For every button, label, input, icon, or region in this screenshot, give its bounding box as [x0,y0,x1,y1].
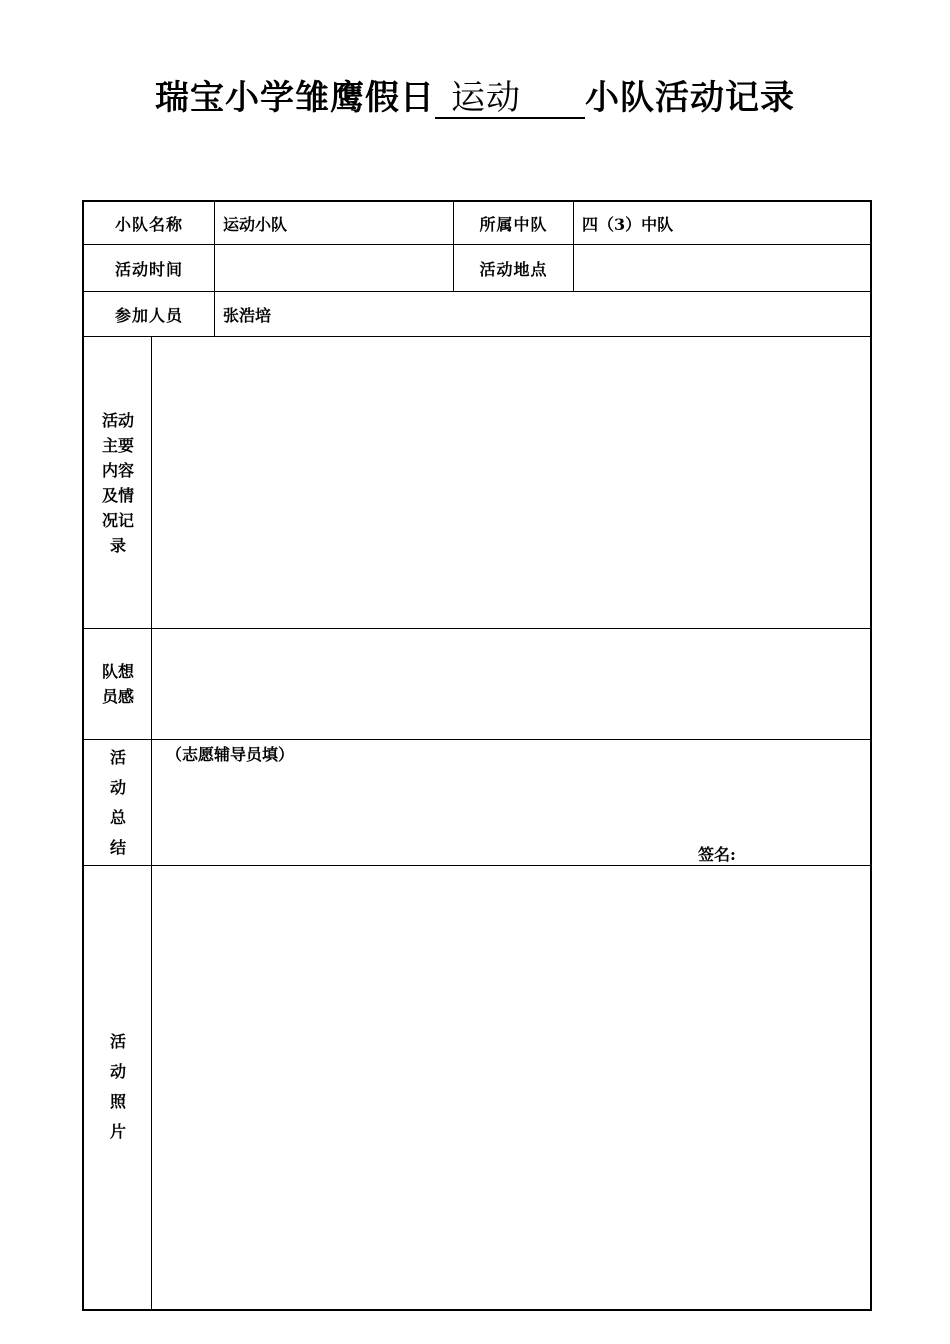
participants-field[interactable]: 张浩培 [223,305,272,325]
activity-time-field[interactable] [215,245,453,291]
content-label-cell [84,337,152,628]
content-field[interactable] [153,337,872,628]
photos-field[interactable] [153,866,872,1311]
team-name-field[interactable]: 运动小队 [223,214,288,234]
activity-location-field[interactable] [574,245,872,291]
activity-record-form [82,200,872,1311]
content-label: 活动主要内容及情况记录 [101,410,134,555]
title-team-name[interactable]: 运动 [435,79,585,119]
feelings-label-cell [84,629,152,739]
feelings-field[interactable] [153,629,872,739]
title-suffix: 小队活动记录 [585,78,795,118]
title-prefix: 瑞宝小学雏鹰假日 [155,78,435,118]
photos-label: 活动照片 [109,1032,126,1141]
feelings-label: 队想员感 [101,662,134,706]
activity-location-label: 活动地点 [479,259,548,279]
signature-label: 签名: [698,845,736,864]
page-title [0,70,950,119]
summary-label-cell [84,740,152,865]
photos-label-cell [84,982,152,1192]
team-name-label: 小队名称 [114,214,183,234]
summary-note: （志愿辅导员填） [166,745,295,764]
participants-label: 参加人员 [114,305,183,325]
squadron-label: 所属中队 [479,214,548,234]
squadron-field[interactable]: 四（3）中队 [582,214,674,234]
summary-label: 活动总结 [109,747,126,857]
activity-time-label: 活动时间 [114,259,183,279]
